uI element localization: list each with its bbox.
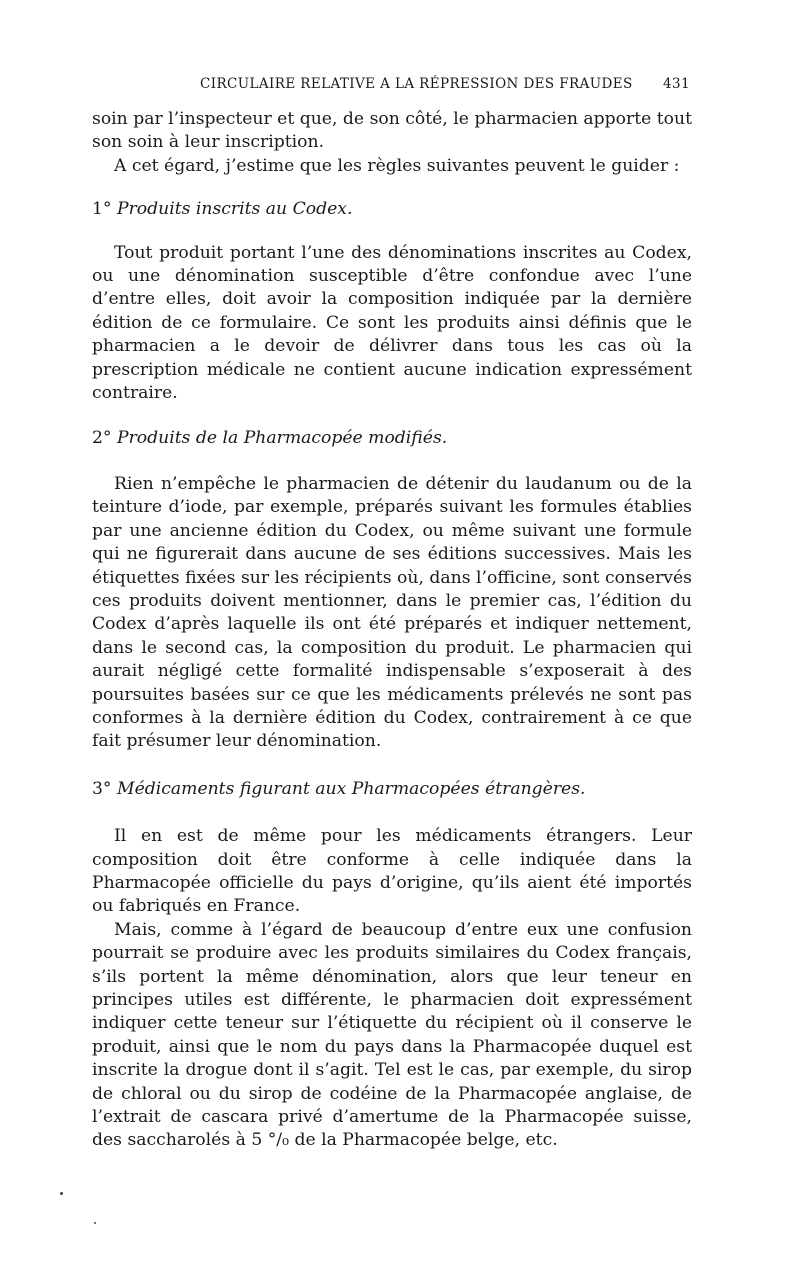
paragraph-continuation: soin par l’inspecteur et que, de son côté, le pharmacien apporte tout son soin à leur inscription. <box>92 109 692 153</box>
page-body <box>92 108 692 1153</box>
scan-speck <box>94 1222 96 1224</box>
page-number: 431 <box>663 76 690 92</box>
scan-speck <box>60 1192 63 1195</box>
paragraph-modified: Rien n’empêche le pharmacien de détenir du laudanum ou de la teinture d’iode, par exemple, préparés suivant les formules établies par une ancienne édition du Codex, ou même suivant une formule qui ne figurerait dans aucune de ses éditions successives. Mais les étiquettes fixées sur les récipients où, dans l’officine, sont conservés ces produits doivent mentionner, dans le premier cas, l’édition du Codex d’après laquelle ils ont été préparés et indiquer nettement, dans le second cas, la composition du produit. Le pharmacien qui aurait négligé cette formalité indispensable s’exposerait à des poursuites basées sur ce que les médicaments prélevés ne sont pas conformes à la dernière édition du Codex, contrairement à ce que fait présumer leur dénomination. <box>92 473 692 752</box>
section-number-3: 3° <box>92 778 112 799</box>
paragraph-foreign: Il en est de même pour les médicaments étrangers. Leur composition doit être conforme à celle indiquée dans la Pharmacopée officielle du pays d’origine, qu’ils aient été importés ou fabriqués en France. <box>92 826 692 917</box>
section-heading-1 <box>92 198 692 221</box>
section-number-1: 1° <box>92 199 112 220</box>
section-title-2: Produits de la Pharmacopée modifiés. <box>117 428 448 449</box>
section-number-2: 2° <box>92 428 112 449</box>
running-title: CIRCULAIRE RELATIVE A LA RÉPRESSION DES FRAUDES <box>200 76 633 92</box>
section-title-1: Produits inscrits au Codex. <box>117 199 353 220</box>
running-header <box>100 76 690 92</box>
paragraph-intro: A cet égard, j’estime que les règles suivantes peuvent le guider : <box>114 155 680 176</box>
section-title-3: Médicaments figurant aux Pharmacopées étrangères. <box>117 778 586 799</box>
section-heading-3 <box>92 778 692 801</box>
paragraph-codex: Tout produit portant l’une des dénominations inscrites au Codex, ou une dénomination susceptible d’être confondue avec l’une d’entre elles, doit avoir la composition indiquée par la dernière édition de ce formulaire. Ce sont les produits ainsi définis que le pharmacien a le devoir de délivrer dans tous les cas où la prescription médicale ne contient aucune indication expressément contraire. <box>92 242 692 404</box>
section-heading-2 <box>92 427 692 450</box>
paragraph-labeling: Mais, comme à l’égard de beaucoup d’entre eux une confusion pourrait se produire avec les produits similaires du Codex français, s’ils portent la même dénomination, alors que leur teneur en principes utiles est différente, le pharmacien doit expressément indiquer cette teneur sur l’étiquette du récipient où il conserve le produit, ainsi que le nom du pays dans la Pharmacopée duquel est inscrite la drogue dont il s’agit. Tel est le cas, par exemple, du sirop de chloral ou du sirop de codéine de la Pharmacopée anglaise, de l’extrait de cascara privé d’amertume de la Pharmacopée suisse, des saccharolés à 5 °/₀ de la Pharmacopée belge, etc. <box>92 919 692 1151</box>
